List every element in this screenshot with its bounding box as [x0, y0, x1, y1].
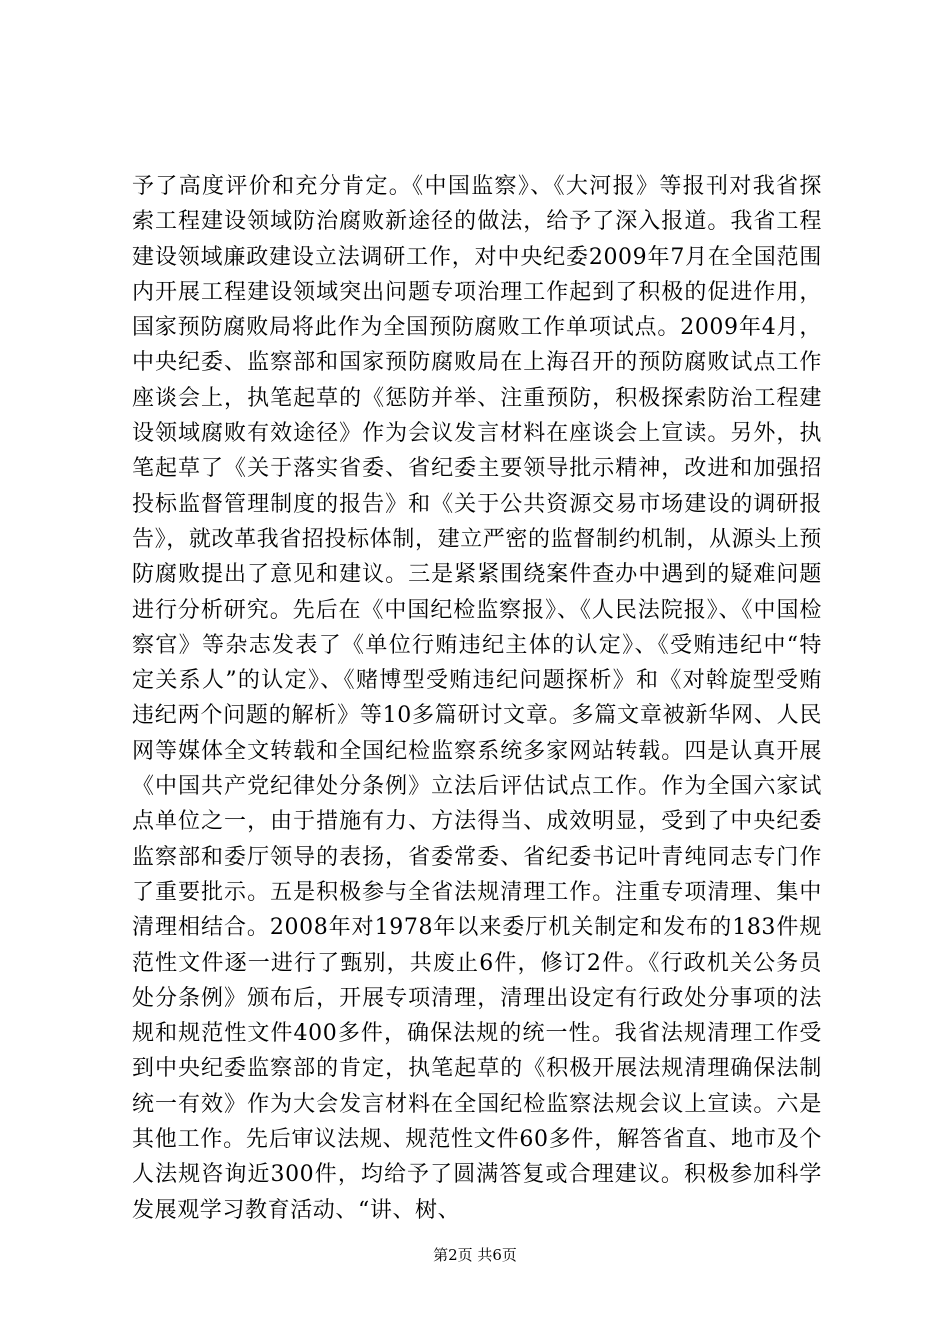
page-number-footer: 第2页 共6页: [433, 1246, 517, 1264]
body-paragraph: 予了高度评价和充分肯定。《中国监察》、《大河报》等报刊对我省探索工程建设领域防治腐败新途径的做法，给予了深入报道。我省工程建设领域廉政建设立法调研工作，对中央纪委2009年7月在全国范围内开展工程建设领域突出问题专项治理工作起到了积极的促进作用，国家预防腐败局将此作为全国预防腐败工作单项试点。2009年4月，中央纪委、监察部和国家预防腐败局在上海召开的预防腐败试点工作座谈会上，执笔起草的《惩防并举、注重预防，积极探索防治工程建设领域腐败有效途径》作为会议发言材料在座谈会上宣读。另外，执笔起草了《关于落实省委、省纪委主要领导批示精神，改进和加强招投标监督管理制度的报告》和《关于公共资源交易市场建设的调研报告》，就改革我省招投标体制，建立严密的监督制约机制，从源头上预防腐败提出了意见和建议。三是紧紧围绕案件查办中遇到的疑难问题进行分析研究。先后在《中国纪检监察报》、《人民法院报》、《中国检察官》等杂志发表了《单位行贿违纪主体的认定》、《受贿违纪中“特定关系人”的认定》、《赌博型受贿违纪问题探析》和《对斡旋型受贿违纪两个问题的解析》等10多篇研讨文章。多篇文章被新华网、人民网等媒体全文转载和全国纪检监察系统多家网站转载。四是认真开展《中国共产党纪律处分条例》立法后评估试点工作。作为全国六家试点单位之一，由于措施有力、方法得当、成效明显，受到了中央纪委监察部和委厅领导的表扬，省委常委、省纪委书记叶青纯同志专门作了重要批示。五是积极参与全省法规清理工作。注重专项清理、集中清理相结合。2008年对1978年以来委厅机关制定和发布的183件规范性文件逐一进行了甄别，共废止6件，修订2件。《行政机关公务员处分条例》颁布后，开展专项清理，清理出设定有行政处分事项的法规和规范性文件400多件，确保法规的统一性。我省法规清理工作受到中央纪委监察部的肯定，执笔起草的《积极开展法规清理确保法制统一有效》作为大会发言材料在全国纪检监察法规会议上宣读。六是其他工作。先后审议法规、规范性文件60多件，解答省直、地市及个人法规咨询近300件，均给予了圆满答复或合理建议。积极参加科学发展观学习教育活动、“讲、树、: [132, 174, 822, 1223]
